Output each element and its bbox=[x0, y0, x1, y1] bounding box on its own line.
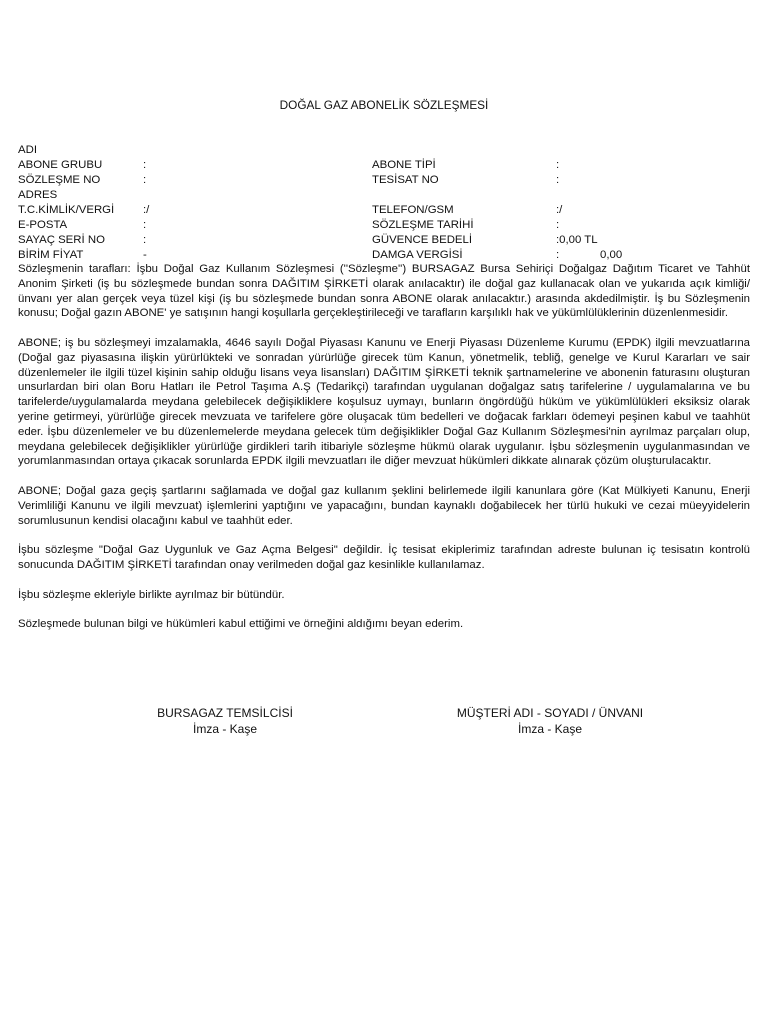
field-label: ABONE TİPİ bbox=[372, 159, 436, 171]
signature-title: MÜŞTERİ ADI - SOYADI / ÜNVANI bbox=[456, 706, 644, 720]
field-row-name bbox=[18, 143, 758, 158]
field-value: 0,00 bbox=[600, 249, 623, 261]
field-label: SAYAÇ SERİ NO bbox=[18, 234, 105, 246]
paragraph-certificate: İşbu sözleşme "Doğal Gaz Uygunluk ve Gaz Açma Belgesi" değildir. İç tesisat ekiplerimiz tarafından adreste bulunan iç tesisatın kontrolü sonucunda DAĞITIM ŞİRKETİ tarafından onay verilmeden doğal gaz kesinlikle kullanılamaz. bbox=[18, 544, 750, 571]
field-separator: : bbox=[556, 159, 560, 171]
field-label: TESİSAT NO bbox=[372, 174, 439, 186]
field-separator: - bbox=[143, 249, 147, 261]
field-separator: :/ bbox=[143, 204, 150, 216]
document-title: DOĞAL GAZ ABONELİK SÖZLEŞMESİ bbox=[279, 98, 489, 112]
field-label: TELEFON/GSM bbox=[372, 204, 454, 216]
signature-title: BURSAGAZ TEMSİLCİSİ bbox=[157, 706, 293, 720]
field-row-contract-no bbox=[18, 173, 758, 188]
signature-subtitle: İmza - Kaşe bbox=[192, 722, 258, 736]
field-label: ADI bbox=[18, 144, 37, 156]
field-separator: : bbox=[143, 234, 147, 246]
field-label: ADRES bbox=[18, 189, 58, 201]
field-separator: : bbox=[556, 219, 560, 231]
field-label: DAMGA VERGİSİ bbox=[372, 249, 463, 261]
field-separator: : bbox=[143, 219, 147, 231]
paragraph-conversion: ABONE; Doğal gaza geçiş şartlarını sağlamada ve doğal gaz kullanım şeklini belirlemede ilgili kanunlara göre (Kat Mülkiyeti Kanunu, Enerji Verimliliği Kanunu ve ilgili mevzuat) işlemlerini yaptığını ve yapacağını, bundan kaynaklı doğabilecek her türlü hukuki ve cezai müeyyidelerin sorumlusunun kendisi olacağını kabul ve taahhüt eder. bbox=[18, 484, 750, 527]
field-label: GÜVENCE BEDELİ bbox=[372, 234, 473, 246]
signature-representative bbox=[75, 705, 375, 737]
field-separator: : bbox=[143, 174, 147, 186]
paragraph-declaration: Sözleşmede bulunan bilgi ve hükümleri kabul ettiğimi ve örneğini aldığımı beyan ederim. bbox=[18, 618, 464, 631]
paragraph-annexes: İşbu sözleşme ekleriyle birlikte ayrılmaz bir bütündür. bbox=[18, 588, 285, 601]
customer-fields bbox=[18, 143, 758, 263]
field-label: SÖZLEŞME TARİHİ bbox=[372, 219, 474, 231]
signature-subtitle: İmza - Kaşe bbox=[517, 722, 583, 736]
field-separator: : bbox=[556, 174, 560, 186]
paragraph-parties: Sözleşmenin tarafları: İşbu Doğal Gaz Kullanım Sözleşmesi (''Sözleşme'') BURSAGAZ Bursa Sehiriçi Doğalgaz Dağıtım Ticaret ve Tahhüt Anonim Şirketi (iş bu sözleşmede bundan sonra DAĞITIM ŞİRKETİ olarak anılacaktır) ile doğal gaz kullanacak olan ve yukarıda açık kimliği/ünvanı yer alan gerçek veya tüzel kişi (iş bu sözleşmede bundan sonra ABONE olarak anılacaktır.) arasında akdedilmiştir. İş bu Sözleşmenin konusu; Doğal gazın ABONE' ye satışının hangi koşullarla gerçekleştirileceği ve tarafların karşılıklı hak ve yükümlülüklerinin düzenlenmesidir. bbox=[18, 263, 750, 320]
field-row-unit-price bbox=[18, 248, 758, 263]
field-row-subscriber-group bbox=[18, 158, 758, 173]
field-label: SÖZLEŞME NO bbox=[18, 174, 101, 186]
field-separator: :/ bbox=[556, 204, 563, 216]
field-row-id-number bbox=[18, 203, 758, 218]
field-separator: : bbox=[556, 249, 560, 261]
field-row-address bbox=[18, 188, 758, 203]
field-value: :0,00 TL bbox=[556, 234, 598, 246]
field-row-email bbox=[18, 218, 758, 233]
field-label: BİRİM FİYAT bbox=[18, 249, 84, 261]
contract-body bbox=[18, 262, 750, 632]
field-label: ABONE GRUBU bbox=[18, 159, 103, 171]
field-row-meter-serial bbox=[18, 233, 758, 248]
field-label: E-POSTA bbox=[18, 219, 68, 231]
field-label: T.C.KİMLİK/VERGİ bbox=[18, 204, 115, 216]
signature-customer bbox=[400, 705, 700, 737]
paragraph-obligations: ABONE; iş bu sözleşmeyi imzalamakla, 4646 sayılı Doğal Piyasası Kanunu ve Enerji Piyasası Düzenleme Kurumu (EPDK) ilgili mevzuatlarına (Doğal gaz piyasasına ilişkin yürürlükteki ve sonradan yürürlüğe girecek tüm Kanun, yönetmelik, tebliğ, genelge ve Kurul Kararları ve sair düzenlemeler ile ilgili tüzel kişinin sahip olduğu lisans veya lisansları) DAĞITIM ŞİRKETİ teknik şartnamelerine ve abonenin faturasını oluşturan unsurlardan biri olan Boru Hatları ile Petrol Taşıma A.Ş (Tedarikçi) tarafından uygulanan doğalgaz satış tarifelerine / uygulamalarına ve bu tarifelerde/uygulamalarda meydana gelebilecek değişikliklere koşulsuz uymayı, bunların öngördüğü hüküm ve yükümlülükleri eksiksiz olarak yerine getirmeyi, yürürlüğe girecek mevzuata ve tarifelere göre oluşacak tüm bedelleri ve doğacak farkları ödemeyi peşinen kabul ve taahhüt eder. İşbu düzenlemeler ve bu düzenlemelerde meydana gelecek tüm değişiklikler Doğal Gaz Kullanım Sözleşmesi'nin ayrılmaz parçaları olup, meydana gelebilecek değişiklikler yürürlüğe girdikleri tarih itibariyle sözleşme hükmü olarak uygulanır. İşbu sözleşmenin uygulanmasından ve yorumlanmasından ortaya çıkacak sorunlarda EPDK ilgili mevzuatları ile diğer mevzuat hükümleri dikkate alınarak çözüm oluşturulacaktır. bbox=[18, 336, 750, 468]
field-separator: : bbox=[143, 159, 147, 171]
